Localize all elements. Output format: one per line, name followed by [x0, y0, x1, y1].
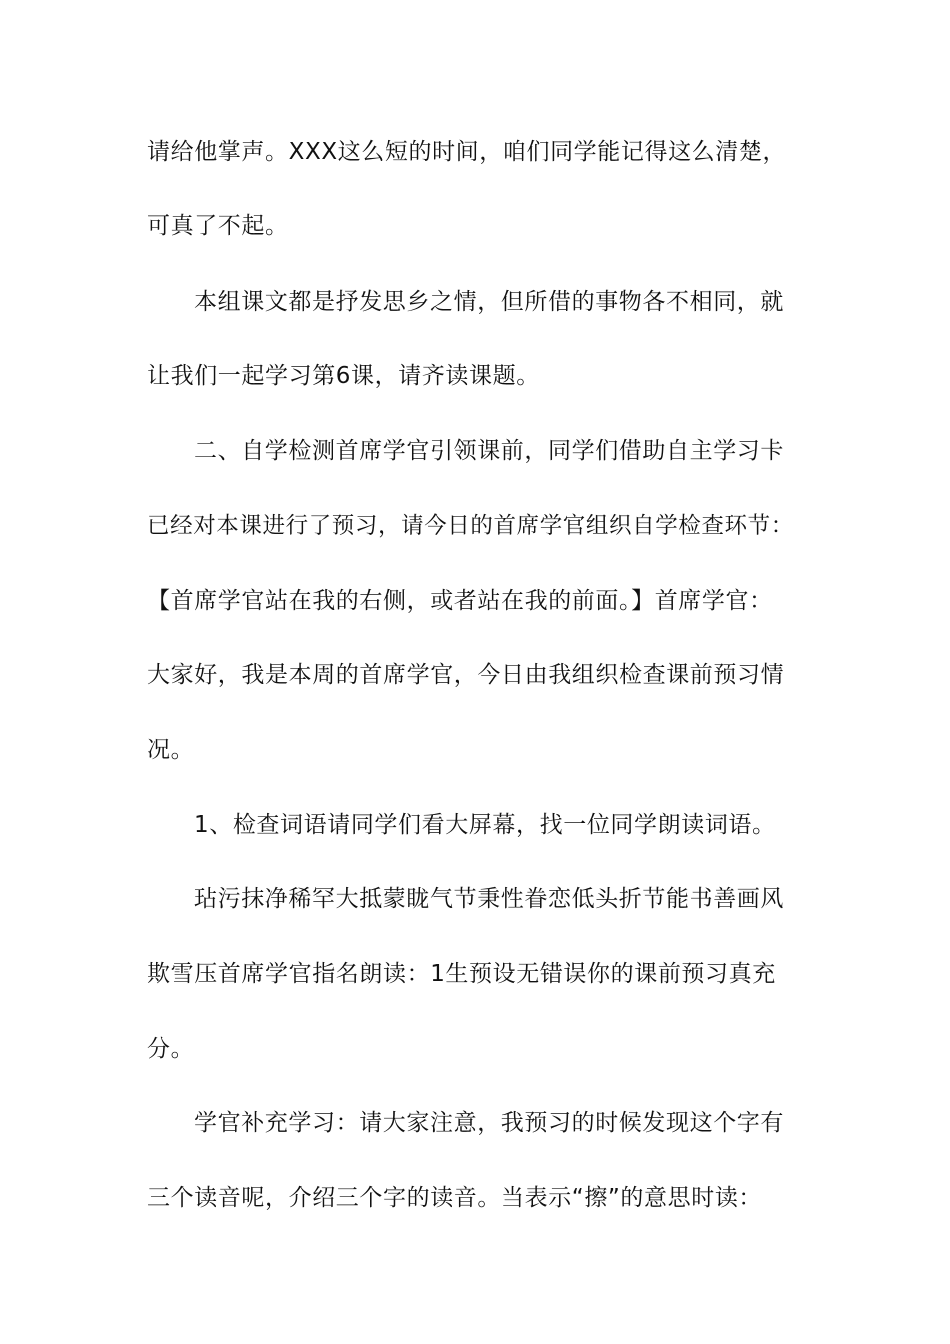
- text-line: 三个读音呢，介绍三个字的读音。当表示“擦”的意思时读：: [147, 1185, 763, 1211]
- paragraph-start-line: 玷污抹净稀罕大抵蒙眬气节秉性眷恋低头折节能书善画风: [194, 886, 784, 912]
- text-line: 况。: [147, 737, 195, 763]
- paragraph-start-line: 1、检查词语请同学们看大屏幕，找一位同学朗读词语。: [194, 812, 776, 838]
- text-line: 大家好，我是本周的首席学官，今日由我组织检查课前预习情: [147, 662, 785, 688]
- text-line: 可真了不起。: [147, 213, 289, 239]
- text-line: 欺雪压首席学官指名朗读：1生预设无错误你的课前预习真充: [147, 961, 776, 987]
- text-line: 分。: [147, 1036, 195, 1062]
- text-line: 请给他掌声。XXX这么短的时间，咱们同学能记得这么清楚，: [147, 139, 787, 165]
- paragraph-start-line: 本组课文都是抒发思乡之情，但所借的事物各不相同，就: [194, 289, 784, 315]
- paragraph-start-line: 学官补充学习：请大家注意，我预习的时候发现这个字有: [194, 1110, 784, 1136]
- text-line: 【首席学官站在我的右侧，或者站在我的前面。】首席学官：: [147, 588, 773, 614]
- text-line: 已经对本课进行了预习，请今日的首席学官组织自学检查环节：: [147, 513, 794, 539]
- paragraph-start-line: 二、自学检测首席学官引领课前，同学们借助自主学习卡: [194, 438, 784, 464]
- text-line: 让我们一起学习第6课，请齐读课题。: [147, 363, 540, 389]
